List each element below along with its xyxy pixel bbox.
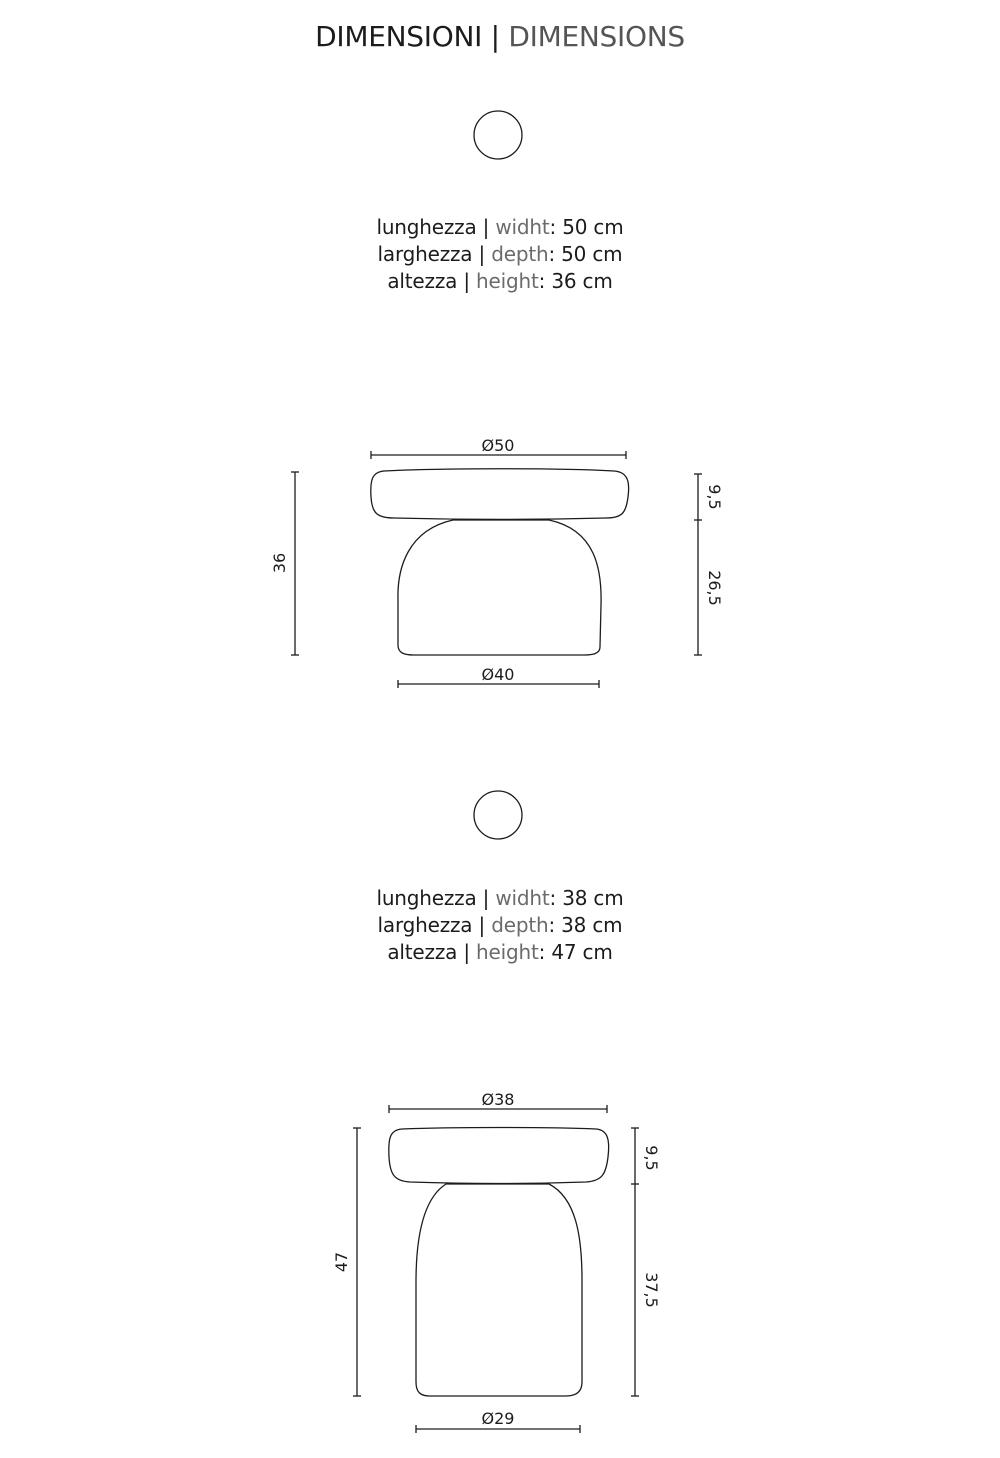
- product-2-total-height-label: 47: [332, 1251, 351, 1273]
- spec-label-it: larghezza: [377, 242, 473, 266]
- spec-label-en: widht: [495, 886, 550, 910]
- title-italian: DIMENSIONI: [315, 20, 483, 53]
- spec-label-it: lunghezza: [376, 886, 477, 910]
- product-2-table-base: [416, 1184, 582, 1396]
- spec-value: 38 cm: [561, 913, 623, 937]
- product-1-total-height-label: 36: [270, 552, 289, 574]
- spec-value: 50 cm: [561, 242, 623, 266]
- product-1-total-height-line: [291, 472, 299, 655]
- product-1-table-base: [398, 520, 601, 655]
- spec-label-en: depth: [491, 242, 549, 266]
- spec-value: 36 cm: [551, 269, 613, 293]
- product-1-table-top: [371, 469, 629, 520]
- spec-value: 50 cm: [562, 215, 624, 239]
- spec-label-it: altezza: [387, 269, 458, 293]
- product-2-segment-height-line: [631, 1128, 639, 1396]
- spec-value: 47 cm: [551, 940, 613, 964]
- spec-label-it: lunghezza: [376, 215, 477, 239]
- spec-label-en: depth: [491, 913, 549, 937]
- product-2-table-top: [389, 1128, 609, 1184]
- spec-label-en: height: [476, 269, 539, 293]
- spec-label-en: height: [476, 940, 539, 964]
- product-2-base-diameter-label: Ø29: [481, 1409, 515, 1428]
- product-2-base-height-label: 37,5: [642, 1272, 661, 1308]
- title-separator: |: [490, 20, 500, 53]
- spec-row-depth: larghezza | depth: 38 cm: [377, 913, 623, 937]
- product-2-top-view-circle: [474, 791, 522, 839]
- spec-row-width: lunghezza | widht: 50 cm: [376, 215, 624, 239]
- product-1-segment-height-line: [694, 474, 702, 655]
- spec-label-it: altezza: [387, 940, 458, 964]
- spec-row-height: altezza | height: 36 cm: [387, 269, 613, 293]
- product-1-top-view-circle: [474, 111, 522, 159]
- spec-row-width: lunghezza | widht: 38 cm: [376, 886, 624, 910]
- spec-row-height: altezza | height: 47 cm: [387, 940, 613, 964]
- product-2-top-diameter-label: Ø38: [481, 1090, 515, 1109]
- title-english: DIMENSIONS: [508, 20, 685, 53]
- product-1-top-height-label: 9,5: [705, 484, 724, 510]
- product-1-base-height-label: 26,5: [705, 570, 724, 606]
- product-1-top-diameter-label: Ø50: [481, 436, 515, 455]
- spec-label-it: larghezza: [377, 913, 473, 937]
- product-1-base-diameter-label: Ø40: [481, 665, 515, 684]
- spec-row-depth: larghezza | depth: 50 cm: [377, 242, 623, 266]
- product-2-top-height-label: 9,5: [642, 1145, 661, 1171]
- spec-value: 38 cm: [562, 886, 624, 910]
- product-2-total-height-line: [353, 1128, 361, 1396]
- spec-label-en: widht: [495, 215, 550, 239]
